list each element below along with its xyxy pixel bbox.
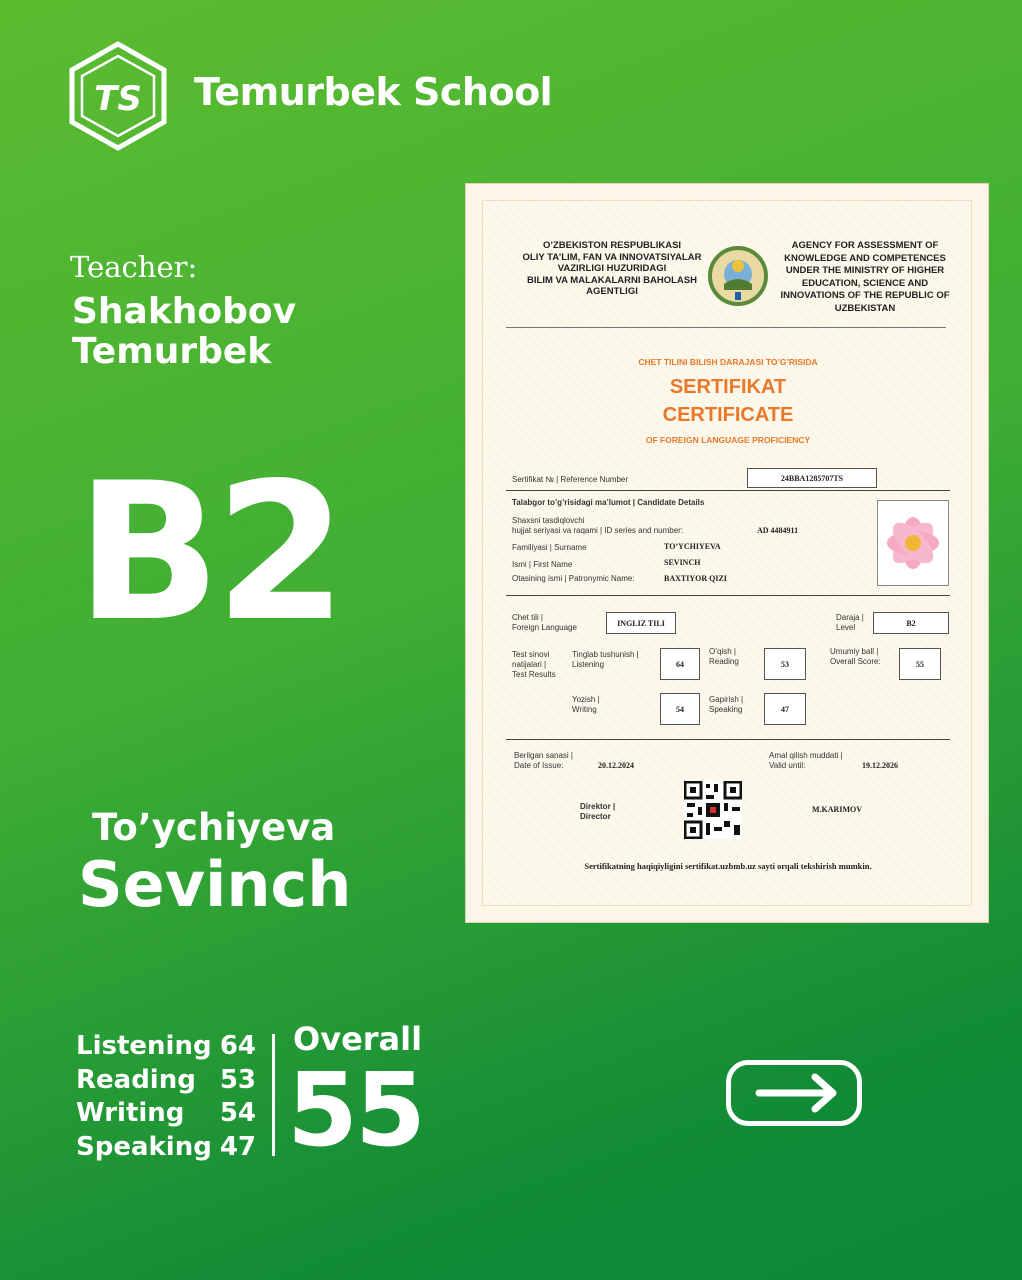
level-label-1: Daraja | bbox=[836, 613, 864, 622]
score-value: 53 bbox=[219, 1064, 256, 1095]
certificate-title-en: CERTIFICATE bbox=[662, 404, 794, 426]
firstname-label: Ismi | First Name bbox=[512, 560, 573, 569]
level-label-2: Level bbox=[836, 623, 856, 632]
score-value: 64 bbox=[219, 1031, 256, 1061]
certificate-footer: Sertifikatning haqiqiyligini sertifikat.uzbmb.uz sayti orqali tekshirish mumkin. bbox=[584, 861, 872, 871]
listening-label-2: Listening bbox=[572, 660, 605, 669]
writing-label-2: Writing bbox=[572, 705, 597, 714]
level-value: B2 bbox=[873, 612, 949, 634]
score-divider bbox=[272, 1034, 275, 1156]
header-left-line: O’ZBEKISTON RESPUBLIKASI bbox=[542, 240, 682, 251]
student-surname: To’ychiyeva bbox=[92, 806, 336, 849]
certificate-subtitle-bottom: OF FOREIGN LANGUAGE PROFICIENCY bbox=[645, 435, 811, 445]
ref-value: 24BBA1285707TS bbox=[747, 468, 877, 488]
header-left-line: BILIM VA MALAKALARNI BAHOLASH bbox=[527, 274, 697, 286]
issue-label-2: Date of Issue: bbox=[514, 761, 564, 770]
lang-value: INGLIZ TILI bbox=[606, 612, 676, 634]
score-list bbox=[76, 1030, 256, 1164]
listening-value: 64 bbox=[660, 648, 700, 680]
results-label-2: natijalari | bbox=[512, 660, 547, 669]
surname-label: Familiyasi | Surname bbox=[512, 543, 587, 552]
writing-value: 54 bbox=[660, 693, 700, 725]
flower-photo-icon bbox=[877, 500, 949, 586]
teacher-name-line-2: Temurbek bbox=[72, 331, 272, 372]
results-rule bbox=[506, 739, 950, 740]
valid-label-2: Valid until: bbox=[769, 761, 806, 770]
writing-label-1: Yozish | bbox=[572, 695, 600, 704]
header-right-line: INNOVATIONS OF THE REPUBLIC OF bbox=[780, 290, 950, 301]
lang-label-1: Chet tili | bbox=[512, 613, 543, 622]
score-value: 47 bbox=[219, 1131, 256, 1162]
brand-name: Temurbek School bbox=[194, 70, 553, 114]
ref-rule bbox=[506, 490, 950, 491]
listening-label-1: Tinglab tushunish | bbox=[572, 650, 639, 659]
overall-score-label-2: Overall Score: bbox=[830, 657, 881, 666]
teacher-name bbox=[72, 292, 372, 372]
header-right-line: EDUCATION, SCIENCE AND bbox=[801, 277, 929, 289]
certificate-header-left bbox=[492, 240, 732, 298]
reading-label-2: Reading bbox=[709, 657, 739, 666]
candidate-header: Talabgor to’g’risidagi ma’lumot | Candidate Details bbox=[512, 498, 705, 507]
score-label: Writing bbox=[76, 1098, 185, 1128]
score-row-listening bbox=[76, 1030, 256, 1064]
header-right-line: UNDER THE MINISTRY OF HIGHER bbox=[785, 265, 945, 276]
teacher-name-line-1: Shakhobov bbox=[72, 291, 297, 332]
score-label: Listening bbox=[76, 1031, 212, 1061]
id-label-2: hujjat seriyasi va raqami | ID series and number: bbox=[512, 526, 684, 535]
issue-label-1: Berilgan sanasi | bbox=[514, 751, 573, 760]
director-value: M.KARIMOV bbox=[812, 805, 862, 814]
results-label-1: Test sinovi bbox=[512, 650, 550, 659]
results-label-3: Test Results bbox=[512, 670, 556, 679]
score-row-speaking bbox=[76, 1131, 256, 1165]
certificate-image bbox=[465, 183, 989, 923]
teacher-label: Teacher: bbox=[70, 250, 198, 284]
ref-label: Sertifikat № | Reference Number bbox=[512, 475, 629, 484]
speaking-label-2: Speaking bbox=[709, 705, 743, 714]
reading-label-1: O’qish | bbox=[709, 647, 736, 656]
overall-value: 55 bbox=[287, 1051, 423, 1170]
student-name: Sevinch bbox=[78, 848, 352, 921]
score-row-writing bbox=[76, 1097, 256, 1131]
speaking-label-1: Gapirish | bbox=[709, 695, 744, 704]
score-value: 54 bbox=[219, 1098, 256, 1128]
header-left-line: AGENTLIGI bbox=[586, 286, 638, 297]
certificate-title-uz: SERTIFIKAT bbox=[669, 376, 787, 398]
id-value: AD 4484911 bbox=[757, 526, 799, 535]
qr-code-icon bbox=[684, 781, 742, 839]
uzbekistan-emblem-icon bbox=[706, 244, 770, 308]
score-label: Reading bbox=[76, 1064, 196, 1095]
candidate-rule bbox=[506, 595, 950, 596]
overall-score-value: 55 bbox=[899, 648, 941, 680]
director-label-1: Direktor | bbox=[580, 802, 616, 811]
issue-value: 20.12.2024 bbox=[598, 761, 634, 770]
surname-value: TO’YCHIYEVA bbox=[664, 542, 721, 551]
speaking-value: 47 bbox=[764, 693, 806, 725]
valid-value: 19.12.2026 bbox=[862, 761, 898, 770]
header-left-line: VAZIRLIGI HUZURIDAGI bbox=[557, 263, 667, 274]
arrow-right-icon bbox=[731, 1065, 857, 1121]
firstname-value: SEVINCH bbox=[664, 558, 701, 567]
id-label-1: Shaxsni tasdiqlovchi bbox=[512, 516, 585, 525]
header-right-line: KNOWLEDGE AND COMPETENCES bbox=[784, 252, 946, 264]
overall-score-label-1: Umumiy ball | bbox=[830, 647, 879, 656]
valid-label-1: Amal qilish muddati | bbox=[769, 751, 843, 760]
lang-label-2: Foreign Language bbox=[512, 623, 577, 632]
certificate-subtitle-top: CHET TILINI BILISH DARAJASI TO’G’RISIDA bbox=[638, 357, 818, 367]
overall-label: Overall bbox=[293, 1020, 423, 1058]
header-right-line: AGENCY FOR ASSESSMENT OF bbox=[791, 240, 939, 251]
score-row-reading bbox=[76, 1064, 256, 1098]
ts-hexagon-logo-icon bbox=[66, 40, 170, 152]
header-left-line: OLIY TA’LIM, FAN VA INNOVATSIYALAR bbox=[522, 251, 702, 263]
header-right-line: UZBEKISTAN bbox=[834, 302, 896, 314]
patronymic-value: BAXTIYOR QIZI bbox=[664, 574, 727, 583]
next-button[interactable] bbox=[726, 1060, 862, 1126]
reading-value: 53 bbox=[764, 648, 806, 680]
patronymic-label: Otasining ismi | Patronymic Name: bbox=[512, 574, 635, 583]
score-label: Speaking bbox=[76, 1131, 212, 1162]
level-badge: B2 bbox=[76, 442, 342, 663]
header-rule bbox=[506, 327, 946, 328]
certificate-header-right bbox=[772, 240, 958, 315]
logo-text: TS bbox=[94, 79, 142, 119]
director-label-2: Director bbox=[580, 812, 611, 821]
